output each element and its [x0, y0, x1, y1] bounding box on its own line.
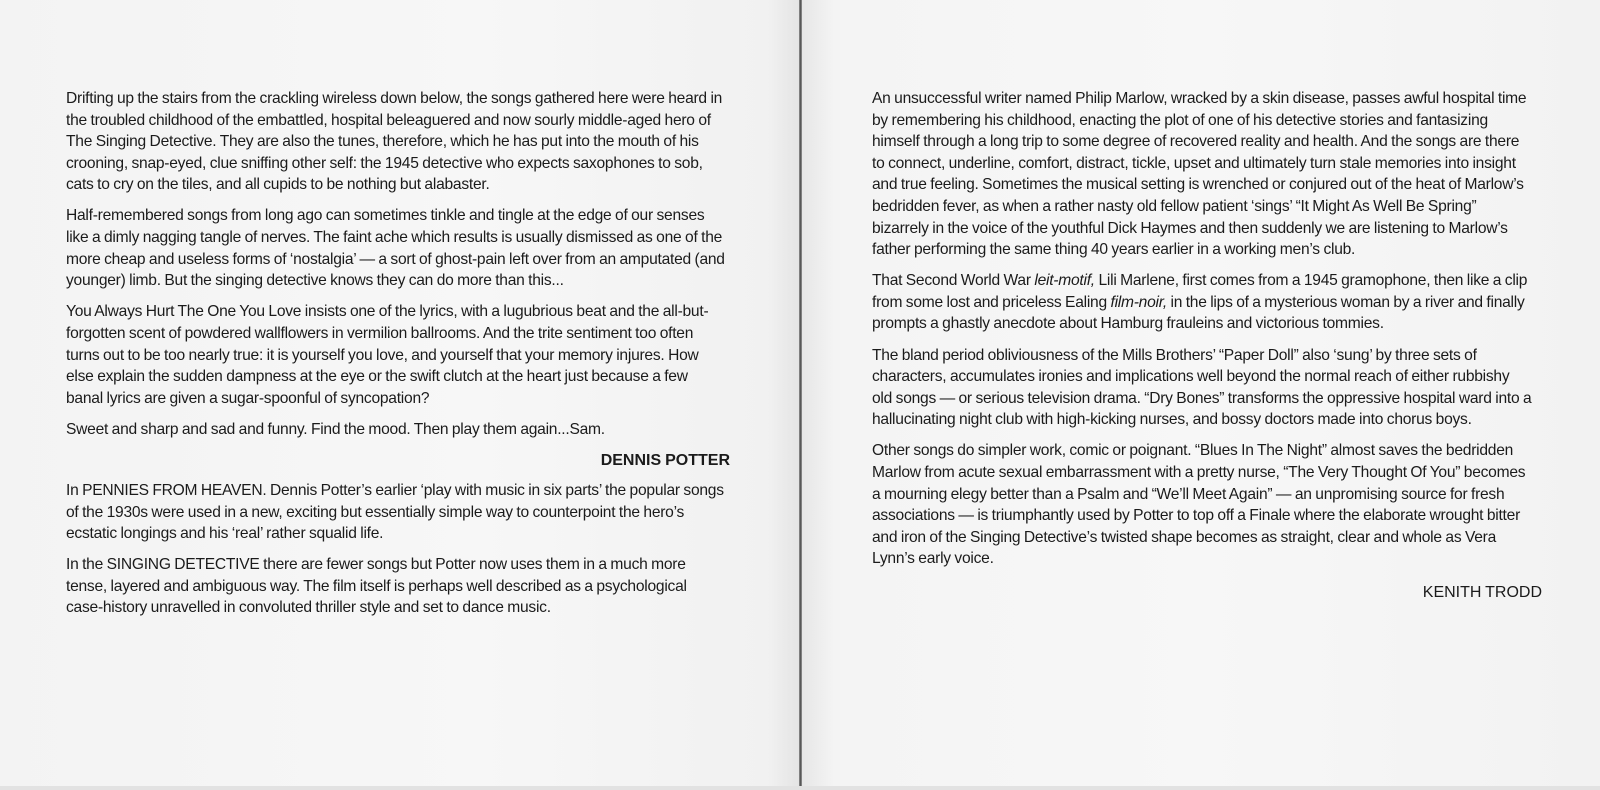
booklet-spine	[799, 0, 802, 790]
text-run: That Second World War	[872, 272, 1035, 290]
paragraph: Half-remembered songs from long ago can sometimes tinkle and tingle at the edge of our senses like a dimly nagging tangle of nerves. The faint ache which results is usually dismissed as one of the more cheap and useless forms of ‘nostalgia’ — a sort of ghost-pain left over from an amputated (and younger) limb. But the singing detective knows they can do more than this...	[66, 207, 725, 290]
text-run: Lili Marlene, first comes from a 1945 gramophone, then like a clip from some lost and priceless Ealing	[872, 272, 1528, 311]
paragraph: In PENNIES FROM HEAVEN. Dennis Potter’s earlier ‘play with music in six parts’ the popular songs of the 1930s were used in a new, exciting but essentially simple way to counterpoint the hero’s ecstatic longings and his ‘real’ rather squalid life.	[66, 482, 724, 543]
paragraph: Sweet and sharp and sad and funny. Find the mood. Then play them again...Sam.	[66, 420, 605, 438]
author-signature-dennis-potter: DENNIS POTTER	[600, 452, 730, 470]
paragraph: In the SINGING DETECTIVE there are fewer songs but Potter now uses them in a much more tense, layered and ambiguous way. The film itself is perhaps well described as a psychological case-history unravelled in convoluted thriller style and set to dance music.	[66, 556, 687, 617]
paragraph: You Always Hurt The One You Love insists one of the lyrics, with a lugubrious beat and the all-but-forgotten scent of powdered wallflowers in vermilion ballrooms. And the trite sentiment too often turns out to be too nearly true: it is yourself you love, and yourself that your memory injures. How else explain the sudden dampness at the eye or the swift clutch at the heart just because a few banal lyrics are given a sugar-spoonful of syncopation?	[66, 303, 709, 407]
author-signature-kenith-trodd: KENITH TRODD	[1422, 583, 1542, 601]
italic-term: leit-motif,	[1034, 272, 1095, 290]
page-bottom-edge	[0, 786, 1600, 790]
right-column	[872, 88, 1542, 612]
text-run: in the lips of a mysterious woman by a river and finally prompts a ghastly anecdote about Hamburg frauleins and victorious tommies.	[872, 293, 1525, 333]
paragraph: Other songs do simpler work, comic or poignant. “Blues In The Night” almost saves the bedridden Marlow from acute sexual embarrassment with a pretty nurse, “The Very Thought Of You” becomes a mourning elegy better than a Psalm and “We’ll Meet Again” — an unpromising source for fresh associations — is triumphantly used by Potter to top off a Finale where the elaborate wrought bitter and iron of the Singing Detective’s twisted shape becomes as straight, clear and whole as Vera Lynn’s early voice.	[872, 442, 1526, 568]
left-column	[66, 88, 730, 629]
paragraph: Drifting up the stairs from the crackling wireless down below, the songs gathered here were heard in the troubled childhood of the embattled, hospital beleaguered and now sourly middle-aged hero of The Singing Detective. They are also the tunes, therefore, which he has put into the mouth of his crooning, snap-eyed, clue sniffing other self: the 1945 detective who expects saxophones to sob, cats to cry on the tiles, and all cupids to be nothing but alabaster.	[66, 90, 723, 194]
paragraph: The bland period obliviousness of the Mills Brothers’ “Paper Doll” also ‘sung’ by three sets of characters, accumulates ironies and implications well beyond the normal reach of either rubbishy old songs — or serious television drama. “Dry Bones” transforms the oppressive hospital ward into a hallucinating night club with high-kicking nurses, and bossy doctors made into chorus boys.	[872, 346, 1532, 429]
paragraph	[872, 270, 1532, 335]
paragraph: An unsuccessful writer named Philip Marlow, wracked by a skin disease, passes awful hospital time by remembering his childhood, enacting the plot of one of his detective stories and fantasizing himself through a long trip to some degree of recovered reality and health. And the songs are there to connect, underline, comfort, distract, tickle, upset and ultimately turn stale memories into insight and true feeling. Sometimes the musical setting is wrenched or conjured out of the heat of Marlow’s bedridden fever, as when a rather nasty old fellow patient ‘sings’ “It Might As Well Be Spring” bizarrely in the voice of the youthful Dick Haymes and then suddenly we are listening to Marlow’s father performing the same thing 40 years earlier in a working men’s club.	[872, 90, 1527, 259]
italic-term: film-noir,	[1110, 293, 1167, 311]
